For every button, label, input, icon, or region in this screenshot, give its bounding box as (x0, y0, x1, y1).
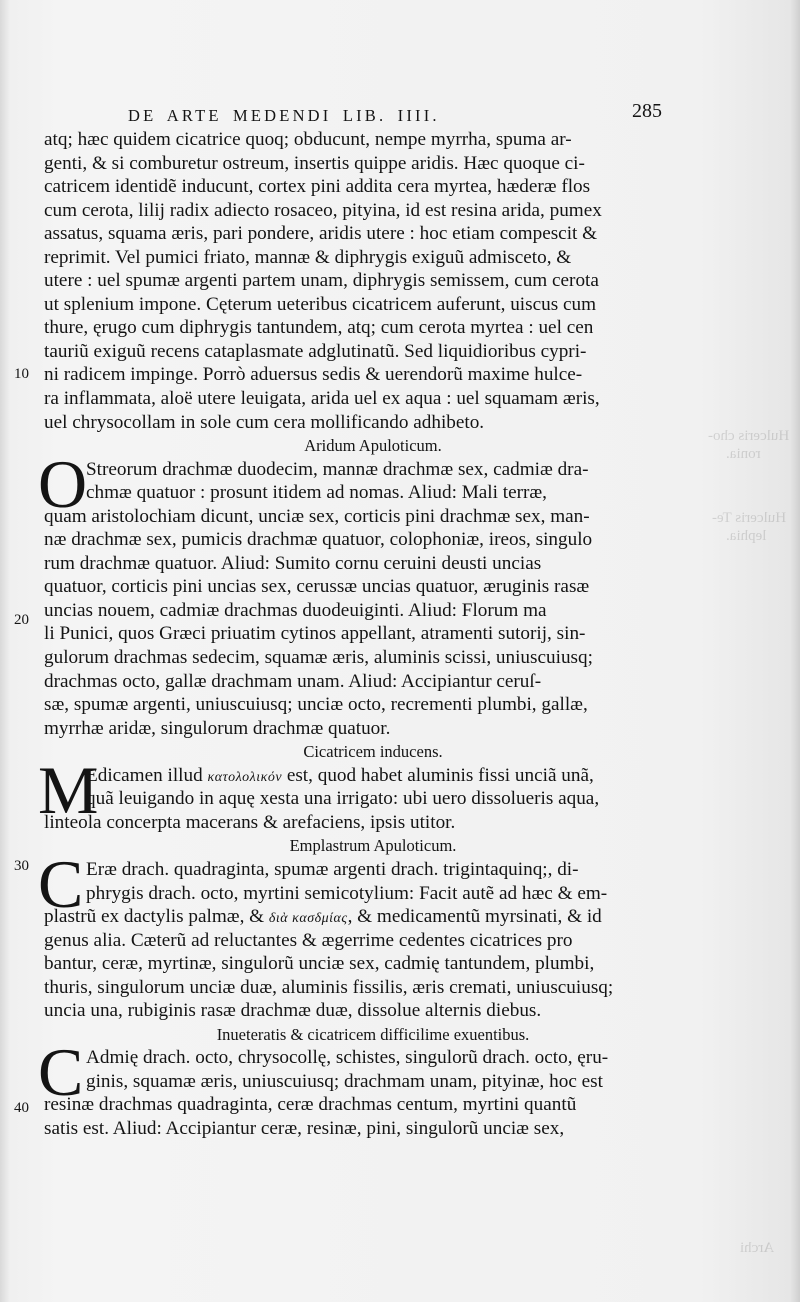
drop-cap-initial: C (38, 846, 84, 923)
text-line: uncia una, rubiginis rasæ drachmæ duæ, dissolue alternis diebus. (44, 1000, 542, 1022)
bleed-through-note: Hulceris cho- (708, 428, 790, 444)
text-line: reprimit. Vel pumici friato, mannæ & diphrygis exiguũ admisceto, & (44, 246, 572, 268)
text-line: resinæ drachmas quadraginta, ceræ drachmas centum, myrtini quantũ (44, 1094, 577, 1116)
body-text (38, 128, 684, 1141)
text-line: cum cerota, lilij radix adiecto rosaceo, pityina, id est resina arida, pumex (44, 199, 602, 221)
text-line: ra inflammata, aloë utere leuigata, arida uel ex aqua : uel squamam æris, (44, 388, 600, 410)
text-line: ut splenium impone. Cęterum ueteribus cicatricem auferunt, uiscus cum (44, 293, 597, 315)
text-line: thuris, singulorum unciæ duæ, aluminis fissilis, æris cremati, uniuscuiusq; (44, 976, 614, 998)
text-line: tauriũ exiguũ recens cataplasmate adglutinatũ. Sed liquidioribus cypri- (44, 340, 587, 362)
bleed-through-note: Archi (740, 1240, 775, 1256)
bleed-through-note: ronia. (726, 446, 761, 462)
text-line: thure, ęrugo cum diphrygis tantundem, atq; cum cerota myrtea : uel cen (44, 317, 594, 339)
text-line: phrygis drach. octo, myrtini semicotylium: Facit autẽ ad hæc & em- (86, 882, 608, 904)
text-line: quã leuigando in aquę xesta una irrigato: ubi uero dissolueris aqua, (86, 788, 600, 810)
running-head: DE ARTE MEDENDI LIB. IIII. (128, 106, 440, 125)
text-line: linteola concerpta macerans & arefaciens, ipsis utitor. (44, 811, 456, 833)
line-number-40: 40 (14, 1100, 29, 1116)
text-line: quatuor, corticis pini uncias sex, cerussæ uncias quatuor, æruginis rasæ (44, 576, 590, 598)
recipe-heading: Inueteratis & cicatricem difficilime exuentibus. (216, 1024, 530, 1044)
drop-cap-initial: M (38, 751, 99, 828)
text-line: uncias nouem, cadmiæ drachmas duodeuiginti. Aliud: Florum ma (44, 599, 547, 621)
text-line: Eræ drach. quadraginta, spumæ argenti drach. trigintaquinq;, di- (86, 858, 579, 880)
text-line: Edicamen illud κατολολικόν est, quod habet aluminis fissi unciã unã, (86, 764, 594, 786)
greek-term: διὰ κασδμίας (268, 911, 348, 927)
text-line: catricem identidẽ inducunt, cortex pini addita cera myrtea, hæderæ flos (44, 176, 591, 198)
line-number-20: 20 (14, 612, 29, 628)
text-line: atq; hæc quidem cicatrice quoq; obducunt, nempe myrrha, spuma ar- (44, 129, 572, 150)
line-number-10: 10 (14, 366, 29, 382)
bleed-through-note: Hulceris Te- (712, 510, 787, 526)
text-line: ginis, squamæ æris, uniuscuiusq; drachmam unam, pityinæ, hoc est (86, 1070, 603, 1092)
text-line: ni radicem impinge. Porrò aduersus sedis & uerendorũ maxime hulce- (44, 364, 583, 386)
page-number: 285 (632, 100, 662, 122)
text-line: utere : uel spumæ argenti partem unam, diphrygis semissem, cum cerota (44, 270, 599, 292)
line-number-30: 30 (14, 858, 29, 874)
text-line: bantur, ceræ, myrtinæ, singulorũ unciæ sex, cadmię tantundem, plumbi, (44, 953, 595, 975)
text-line: gulorum drachmas sedecim, squamæ æris, aluminis scissi, uniuscuiusq; (44, 647, 593, 669)
recipe-heading: Cicatricem inducens. (303, 742, 443, 762)
text-line: drachmas octo, gallæ drachmam unam. Aliud: Accipiantur ceruſ- (44, 670, 542, 692)
text-line: li Punici, quos Græci priuatim cytinos appellant, atramenti sutorij, sin- (44, 623, 586, 645)
text-line: Streorum drachmæ duodecim, mannæ drachmæ sex, cadmiæ dra- (86, 458, 589, 480)
text-line: assatus, squama æris, pari pondere, aridis utere : hoc etiam compescit & (44, 223, 598, 245)
text-line: quam aristolochiam dicunt, unciæ sex, corticis pini drachmæ sex, man- (44, 505, 590, 527)
text-line: plastrũ ex dactylis palmæ, & διὰ κασδμίας, & medicamentũ myrsinati, & id (44, 906, 602, 928)
bleed-through-note: lephia. (726, 528, 767, 544)
text-line: næ drachmæ sex, pumicis drachmæ quatuor, colophoniæ, ireos, singulo (44, 529, 593, 551)
text-line: chmæ quatuor : prosunt itidem ad nomas. Aliud: Mali terræ, (86, 482, 547, 504)
recipe-heading: Aridum Apuloticum. (304, 436, 442, 456)
recipe-heading: Emplastrum Apuloticum. (289, 836, 457, 856)
text-line: genus alia. Cæterũ ad reluctantes & ægerrime cedentes cicatrices pro (44, 929, 573, 951)
text-line: sæ, spumæ argenti, uniuscuiusq; unciæ octo, recrementi plumbi, gallæ, (44, 694, 588, 716)
text-line: uel chrysocollam in sole cum cera mollificando adhibeto. (44, 411, 485, 433)
text-line: genti, & si comburetur ostreum, insertis quippe aridis. Hæc quoque ci- (44, 152, 585, 174)
greek-term: κατολολικόν (207, 769, 283, 785)
text-line: myrrhæ aridæ, singulorum drachmæ quatuor. (44, 717, 391, 739)
text-line: satis est. Aliud: Accipiantur ceræ, resinæ, pini, singulorũ unciæ sex, (44, 1117, 565, 1139)
drop-cap-initial: O (38, 445, 88, 522)
drop-cap-initial: C (38, 1034, 84, 1111)
text-line: Admię drach. octo, chrysocollę, schistes, singulorũ drach. octo, ęru- (86, 1047, 609, 1069)
text-line: rum drachmæ quatuor. Aliud: Sumito cornu ceruini deusti uncias (44, 552, 542, 574)
